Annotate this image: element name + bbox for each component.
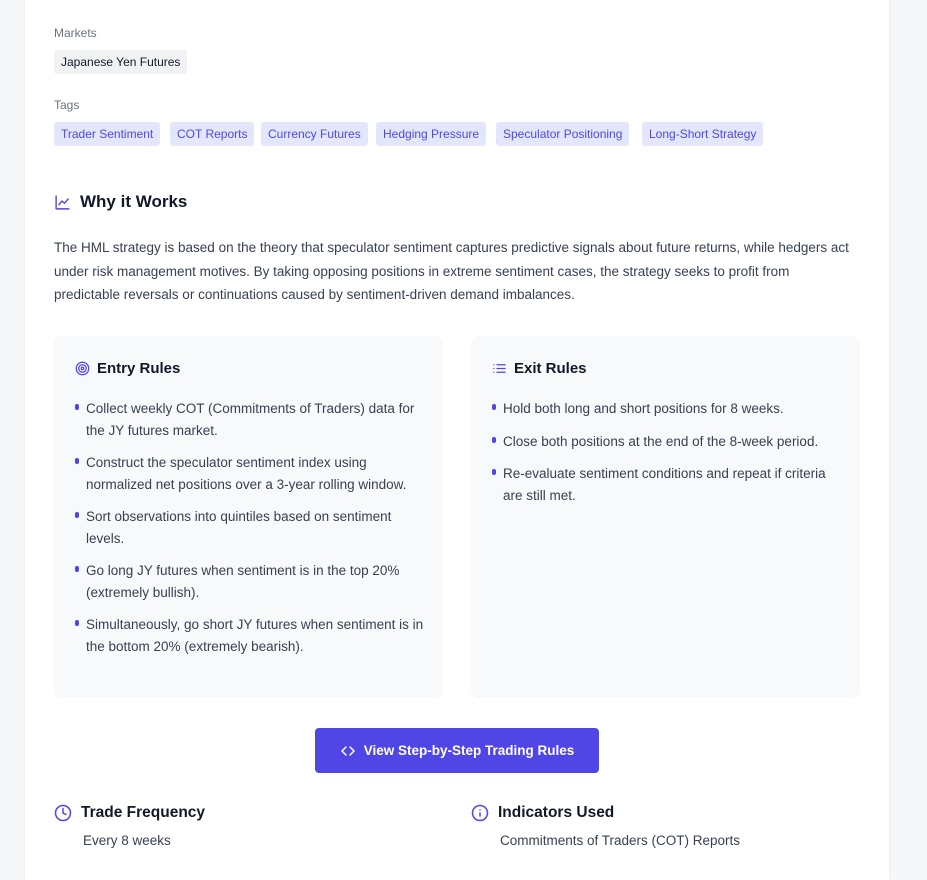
why-it-works-text: The HML strategy is based on the theory that speculator sentiment captures predictive signals about future returns, while hedgers act under risk management motives. By taking opposing positions in extreme sentiment cases, the strategy seeks to profit from predictable reversals or continuations caused by sentiment-driven demand imbalances. [54,240,849,302]
entry-rules-list [74,398,424,668]
markets-label: Markets [54,26,97,40]
trade-frequency-value: Every 8 weeks [83,833,171,848]
trade-frequency-heading [54,804,205,822]
market-chip[interactable]: Japanese Yen Futures [54,50,187,74]
tag-chip-currency-futures[interactable]: Currency Futures [261,122,368,146]
tag-chip-speculator-positioning[interactable]: Speculator Positioning [496,122,629,146]
indicators-heading [471,804,740,822]
chart-line-icon [54,194,71,211]
entry-rules-panel [54,336,443,698]
tag-chip-hedging-pressure[interactable]: Hedging Pressure [376,122,486,146]
exit-rules-title: Exit Rules [514,360,587,377]
strategy-card [25,0,889,880]
list-icon [492,361,507,376]
why-it-works-heading [54,192,187,212]
code-icon [340,743,356,759]
indicators-block [471,804,740,848]
list-item: Close both positions at the end of the 8-week period. [491,431,841,453]
view-trading-rules-button[interactable] [315,728,599,773]
list-item: Collect weekly COT (Commitments of Traders) data for the JY futures market. [74,398,424,441]
list-item: Go long JY futures when sentiment is in the top 20% (extremely bullish). [74,560,424,603]
info-icon [471,804,489,822]
list-item: Construct the speculator sentiment index using normalized net positions over a 3-year rolling window. [74,452,424,495]
exit-rules-panel [471,336,860,698]
target-icon [75,361,90,376]
list-item: Hold both long and short positions for 8 weeks. [491,398,841,420]
entry-rules-heading [75,360,180,377]
clock-icon [54,804,72,822]
tags-label: Tags [54,98,80,112]
list-item: Simultaneously, go short JY futures when sentiment is in the bottom 20% (extremely bearish). [74,614,424,657]
tag-chip-long-short-strategy[interactable]: Long-Short Strategy [642,122,763,146]
tag-chip-cot-reports[interactable]: COT Reports [170,122,254,146]
list-item: Sort observations into quintiles based on sentiment levels. [74,506,424,549]
tag-chip-trader-sentiment[interactable]: Trader Sentiment [54,122,160,146]
indicators-title: Indicators Used [498,804,615,821]
list-item: Re-evaluate sentiment conditions and repeat if criteria are still met. [491,463,841,506]
why-it-works-title: Why it Works [80,192,188,211]
entry-rules-title: Entry Rules [97,360,181,377]
view-trading-rules-label: View Step-by-Step Trading Rules [363,743,575,758]
exit-rules-heading [492,360,587,377]
exit-rules-list [491,398,841,517]
trade-frequency-title: Trade Frequency [81,804,206,821]
trade-frequency-block [54,804,205,848]
indicators-value: Commitments of Traders (COT) Reports [500,833,741,848]
